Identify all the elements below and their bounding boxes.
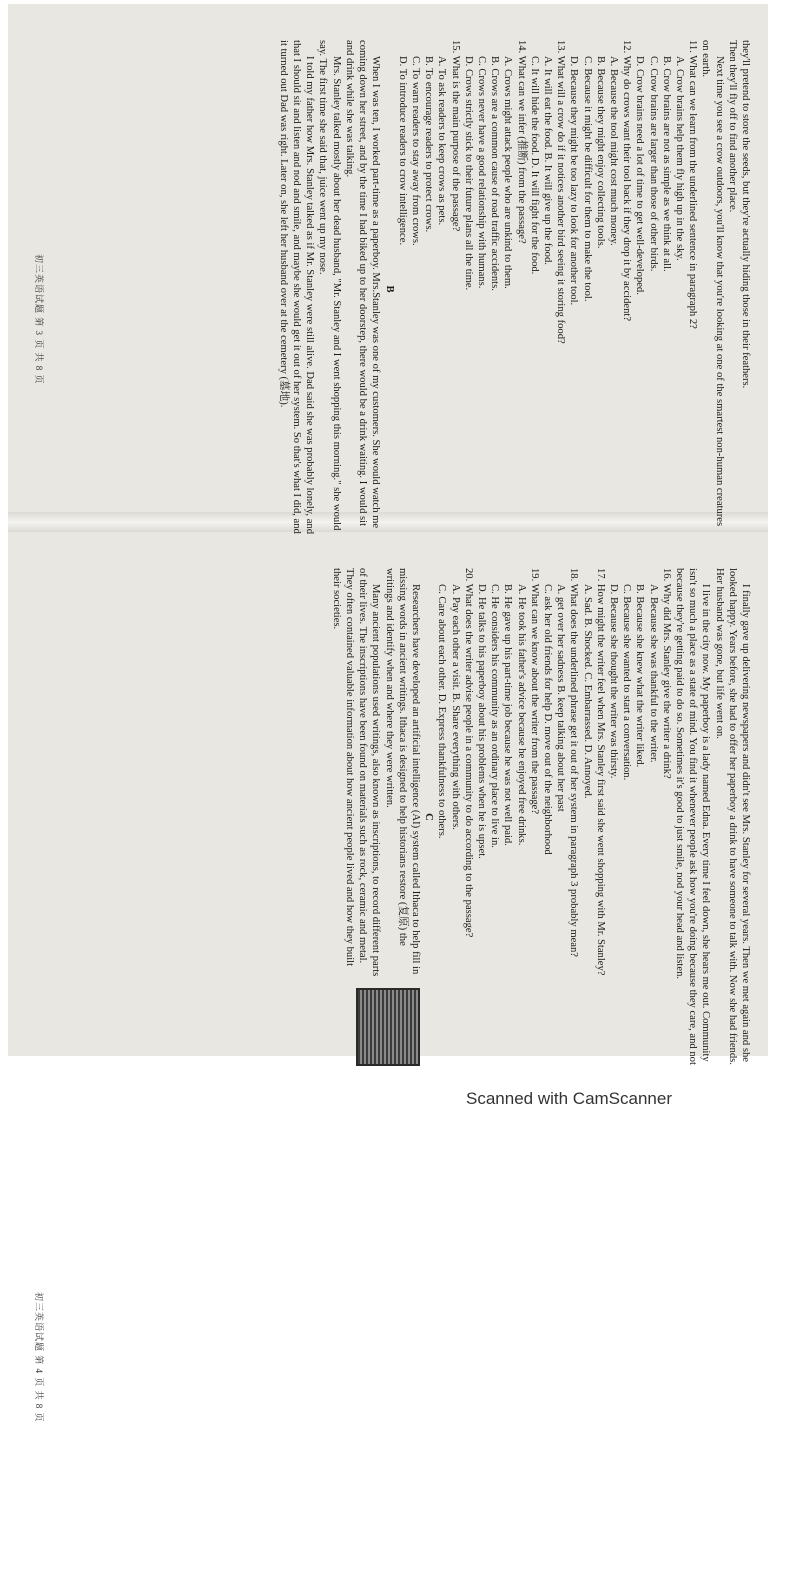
text-line xyxy=(594,40,607,538)
text-line-content: I told my father how Mrs. Stanley talked as if Mr. Stanley were still alive. Dad said she was probably lonely, and that I should sit and listen and nod and smile, and maybe she would get it out of her system. So that's what I did, and it turned out Dad was right. Later on, she left her husband over at the cemetery (墓地). xyxy=(277,40,316,534)
text-line-content: A. He took his father's advice because he enjoyed free drinks. xyxy=(515,584,527,846)
text-line-content: C. To warn readers to stay away from crows. xyxy=(409,56,421,246)
text-line-content: I live in the city now. My paperboy is a lady named Edna. Every time I feel down, she hears me out. Community isn't so much a place as a state of mind. You find it whenever people ask how you're doing because they care, and not because they're getting paid to do so. Sometimes it's good to just smile, nod your head and listen. xyxy=(673,568,712,1065)
text-line-content: 19. What can we know about the writer from the passage? xyxy=(528,568,540,815)
text-line-content: C. He considers his community as an ordinary place to live in. xyxy=(489,584,501,848)
text-line xyxy=(528,40,541,538)
text-line-content: B. Crow brains are not as simple as we think at all. xyxy=(660,56,672,272)
text-line-content: C. Because she wanted to start a conversation. xyxy=(621,584,633,781)
text-line xyxy=(739,40,752,538)
text-line-content: 18. What does the underlined phrase get it out of her system in paragraph 3 probably mean? xyxy=(568,568,580,958)
text-line-content: Then they'll fly off to find another place. xyxy=(726,40,738,213)
text-line-content: 14. What can we infer (推断) from the passage? xyxy=(515,40,527,244)
text-line-content: A. Sad. B. Shocked. C. Embarrassed. D. Annoyed. xyxy=(581,584,593,799)
text-line xyxy=(646,40,659,538)
exam-page-4 xyxy=(8,532,768,1584)
text-line xyxy=(567,40,580,538)
text-line-content: B. Because she knew what the writer liked. xyxy=(634,584,646,768)
text-line xyxy=(580,568,593,1066)
text-line xyxy=(633,568,646,1066)
text-line-content: Next time you see a crow outdoors, you'll know that you're looking at one of the smartest non-human creatures on earth. xyxy=(700,40,725,527)
text-line xyxy=(660,568,673,1066)
text-line xyxy=(726,40,739,538)
text-line xyxy=(712,568,752,1066)
text-line xyxy=(620,568,633,1066)
text-line xyxy=(277,40,317,538)
text-line xyxy=(343,40,383,538)
text-line xyxy=(422,40,435,538)
text-line-content: A. It will eat the food. B. It will give up the food. xyxy=(541,56,553,265)
text-line-content: I finally gave up delivering newspapers and didn't see Mrs. Stanley for several years. Then we met again and she looked happy. Years before, she had to offer her paperboy a drink to have someone to talk with. Now she had friends. Her husband was gone, but life went on. xyxy=(713,568,751,1065)
text-line-content: D. He talks to his paperboy about his problems when he is upset. xyxy=(475,584,487,859)
text-line-content: A. Because she was thankful to the writer. xyxy=(647,584,659,763)
text-line-content: Mrs. Stanley talked mostly about her dead husband, "Mr. Stanley and I went shopping this morning." she would say. The first time she said that, juice went up my nose. xyxy=(317,40,342,531)
text-line-content: B. He gave up his part-time job because he was not well paid. xyxy=(502,584,514,846)
text-line-content: C. It will hide the food. D. It will fight for the food. xyxy=(528,56,540,275)
text-line-content: A. Because the tool might cost much money. xyxy=(607,56,619,246)
text-line xyxy=(567,568,580,1066)
text-line-content: B. Because they might enjoy collecting tools. xyxy=(594,56,606,249)
text-line xyxy=(528,568,541,1066)
text-line xyxy=(422,568,435,1066)
text-line xyxy=(607,568,620,1066)
text-line xyxy=(396,40,409,538)
text-line-content: B. To encourage readers to protect crows. xyxy=(423,56,435,233)
text-line xyxy=(554,568,567,1066)
text-line-content: 16. Why did Mrs. Stanley give the writer a drink? xyxy=(660,568,672,779)
text-line-content: C. Care about each other. D. Express thankfulness to others. xyxy=(436,584,448,839)
text-line-content: D. Because she thought the writer was thirsty. xyxy=(607,584,619,779)
text-line-content: A. Pay each other a visit. B. Share everything with others. xyxy=(449,584,461,830)
text-line-content: 17. How might the writer feel when Mrs. Stanley first said she went shopping with Mr. Stanley? xyxy=(594,568,606,976)
text-line xyxy=(673,568,713,1066)
text-line xyxy=(620,40,633,538)
text-line xyxy=(594,568,607,1066)
text-line xyxy=(514,568,527,1066)
text-line-content: 11. What can we learn from the underlined sentence in paragraph 2? xyxy=(687,40,699,329)
text-line xyxy=(488,40,501,538)
text-line-content: D. To introduce readers to crow intelligence. xyxy=(396,56,408,246)
text-line xyxy=(409,40,422,538)
text-line xyxy=(514,40,527,538)
text-line xyxy=(488,568,501,1066)
text-line xyxy=(435,568,448,1066)
text-line-content: D. Crow brains need a lot of time to get well-developed. xyxy=(634,56,646,295)
text-line xyxy=(660,40,673,538)
text-line xyxy=(501,568,514,1066)
text-line-content: D. Because they might be too lazy to look for another tool. xyxy=(568,56,580,306)
text-line xyxy=(633,40,646,538)
text-line-content: B xyxy=(383,285,395,293)
camscanner-watermark: Scanned with CamScanner xyxy=(466,1089,673,1108)
text-line-content: 20. What does the writer advise people in a community to do according to the passage? xyxy=(462,568,474,938)
text-line xyxy=(382,40,395,538)
text-line xyxy=(673,40,686,538)
text-line xyxy=(554,40,567,538)
text-line xyxy=(435,40,448,538)
text-line-content: A. Crow brains help them fly high up in the sky. xyxy=(673,56,685,261)
text-line xyxy=(462,568,475,1066)
text-line-content: they'll pretend to store the seeds, but they're actually hiding those in their feathers. xyxy=(740,40,751,389)
text-line xyxy=(646,568,659,1066)
text-line xyxy=(699,40,725,538)
inscription-photo xyxy=(356,988,420,1066)
text-line-content: C. Because it might be difficult for them to make the tool. xyxy=(581,56,593,302)
text-line-content: C. ask her old friends for help D. move out of the neighborhood xyxy=(541,584,553,855)
text-line xyxy=(686,40,699,538)
page-4-footer: 初三英语试题 第 4 页 共 8 页 xyxy=(34,1292,44,1423)
page-3-column xyxy=(270,40,752,538)
text-line xyxy=(541,568,554,1066)
text-line-content: 15. What is the main purpose of the passage? xyxy=(449,40,461,232)
text-line xyxy=(448,40,461,538)
text-line-content: A. To ask readers to keep crows as pets. xyxy=(436,56,448,226)
text-line-content: C xyxy=(423,813,435,821)
text-line-content: C. Crow brains are larger than those of other birds. xyxy=(647,56,659,272)
text-line xyxy=(448,568,461,1066)
text-line-content: Many ancient populations used writings, also known as inscriptions, to record different parts of their lives. The inscriptions have been found on materials such as rock, ceramic and metal. They often contained valuable information about how ancient people lived and how they built their societies. xyxy=(330,568,382,977)
text-line-content: 13. What will a crow do if it notices another bird seeing it storing food? xyxy=(555,40,567,344)
text-line-content: B. Crows are a common cause of road traffic accidents. xyxy=(489,56,501,291)
page-4-column xyxy=(270,568,752,1066)
text-line-content: D. Crows strictly stick to their future plans all the time. xyxy=(462,56,474,291)
text-line-content: A. Crows might attack people who are unkind to them. xyxy=(502,56,514,289)
text-line xyxy=(580,40,593,538)
text-line-content: C. Crows never have a good relationship with humans. xyxy=(475,56,487,289)
text-line xyxy=(541,40,554,538)
text-line-content: 12. Why do crows want their tool back if they drop it by accident? xyxy=(621,40,633,322)
text-line-content: When I was ten, I worked part-time as a paperboy. Mrs.Stanley was one of my customers. She would watch me coming down her street, and by the time I had biked up to her doorstep, there would be a drink waiting. I would sit and drink while she was talking. xyxy=(343,40,382,529)
page-3-footer: 初三英语试题 第 3 页 共 8 页 xyxy=(34,254,44,385)
text-line-content: A. get over her sadness B. keep talking about her past xyxy=(555,584,567,812)
text-line xyxy=(501,40,514,538)
text-line xyxy=(607,40,620,538)
text-line xyxy=(475,568,488,1066)
text-line xyxy=(475,40,488,538)
text-line xyxy=(462,40,475,538)
text-line xyxy=(316,40,342,538)
text-line-content: Researchers have developed an artificial intelligence (AI) system called Ithaca to help fill in missing words in ancient writings. Ithaca is designed to help historians restore (复原) the writings and identify when and where they were written. xyxy=(383,568,421,975)
